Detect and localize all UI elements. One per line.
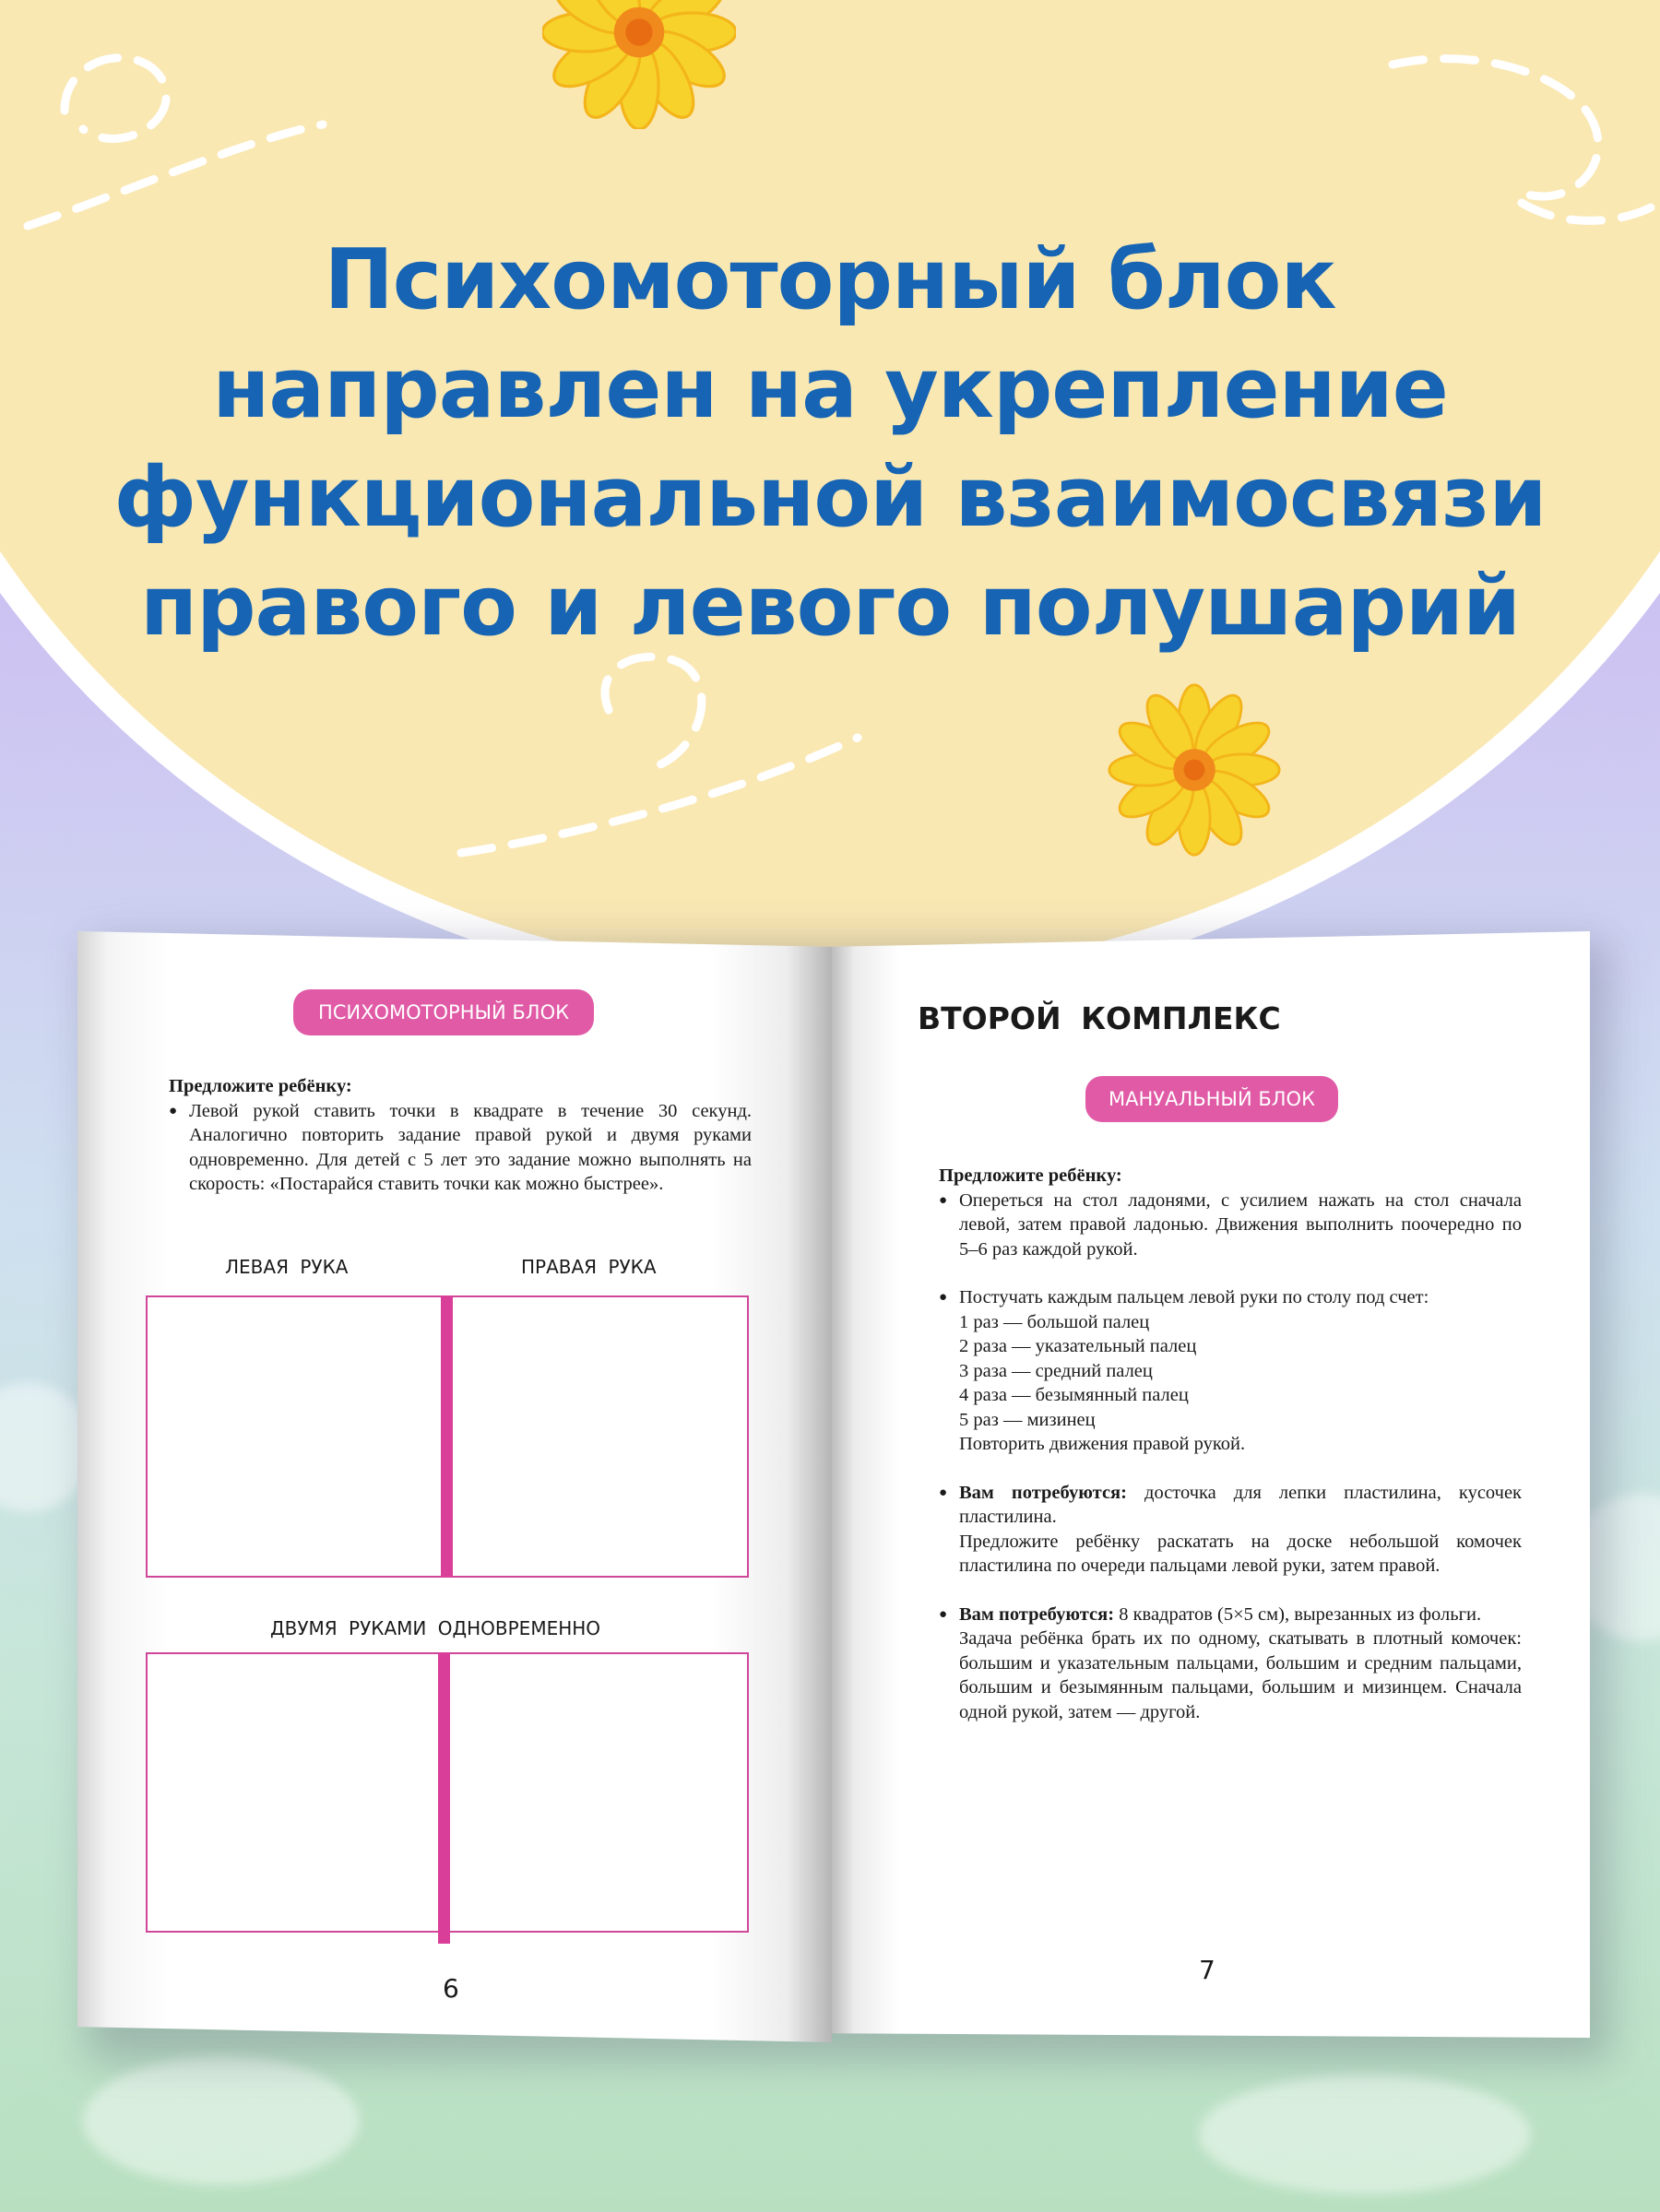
box-divider — [441, 1295, 453, 1578]
instruction-lead: Предложите ребёнку: — [169, 1076, 352, 1096]
page-number-left: 6 — [443, 1973, 459, 2004]
list-item — [939, 1285, 1522, 1457]
label-both-hands: ДВУМЯ РУКАМИ ОДНОВРЕМЕННО — [270, 1617, 601, 1639]
headline-line: Психомоторный блок — [324, 231, 1336, 328]
section-badge: ПСИХОМОТОРНЫЙ БЛОК — [293, 989, 594, 1035]
count-line: 5 раз — мизинец — [959, 1409, 1096, 1430]
daisy-flower-icon — [542, 0, 736, 129]
bokeh-light — [1199, 2075, 1531, 2194]
list-item-bold: Вам потребуются: — [959, 1603, 1115, 1625]
count-line: 2 раза — указательный палец — [959, 1336, 1197, 1356]
label-left-hand: ЛЕВАЯ РУКА — [225, 1256, 349, 1278]
box-divider — [438, 1652, 450, 1944]
count-line: 3 раза — средний палец — [959, 1360, 1153, 1381]
headline-line: функциональной взаимосвязи — [113, 449, 1547, 546]
daisy-flower-icon — [1107, 682, 1282, 858]
label-right-hand: ПРАВАЯ РУКА — [521, 1256, 657, 1278]
list-item-bold: Вам потребуются: — [959, 1482, 1127, 1503]
bokeh-light — [83, 2056, 360, 2185]
headline-line: направлен на укрепление — [212, 340, 1448, 437]
list-item-text: ● Постучать каждым пальцем левой руки по столу под счет: — [959, 1287, 1429, 1307]
section-title: ВТОРОЙ КОМПЛЕКС — [918, 1000, 1281, 1036]
headline-line: правого и левого полушарий — [139, 558, 1521, 655]
count-line: 4 раза — безымянный палец — [959, 1385, 1189, 1405]
headline — [0, 226, 1660, 661]
list-item — [939, 1603, 1522, 1725]
list-item-text: 8 квадратов (5×5 см), вырезанных из фольги. — [1114, 1603, 1482, 1625]
list-item — [939, 1481, 1522, 1579]
count-line: Повторить движения правой рукой. — [959, 1434, 1246, 1454]
count-line: 1 раз — большой палец — [959, 1311, 1150, 1332]
list-item: ● Опереться на стол ладонями, с усилием нажать на стол сначала левой, затем правой ладонью. Движения выполнить поочередно по 5–6 раз каждой рукой. — [939, 1189, 1522, 1262]
instruction-text: ● Левой рукой ставить точки в квадрате в течение 30 секунд. Аналогично повторить задание правой рукой и двумя руками одновременно. Для детей с 5 лет это задание можно выполнять на скорость: «Постарайся ставить точки как можно быстрее». — [169, 1099, 752, 1197]
list-item-text: Задача ребёнка брать их по одному, скатывать в плотный комочек: большим и указательным пальцами, большим и средним пальцами, большим и безымянным пальцами, большим и мизинцем. Сначала одной рукой, затем — другой. — [959, 1628, 1522, 1722]
instruction-lead: Предложите ребёнку: — [939, 1165, 1122, 1186]
section-badge: МАНУАЛЬНЫЙ БЛОК — [1085, 1076, 1338, 1122]
page-number-right: 7 — [1199, 1955, 1215, 1985]
instruction-block — [169, 1074, 752, 1197]
list-item-text: Предложите ребёнку раскатать на доске небольшой комочек пластилина по очереди пальцами левой руки, затем правой. — [959, 1531, 1522, 1576]
list-item-text: досточка для лепки пластилина, кусочек пластилина. — [959, 1482, 1523, 1527]
instruction-list — [939, 1164, 1522, 1724]
